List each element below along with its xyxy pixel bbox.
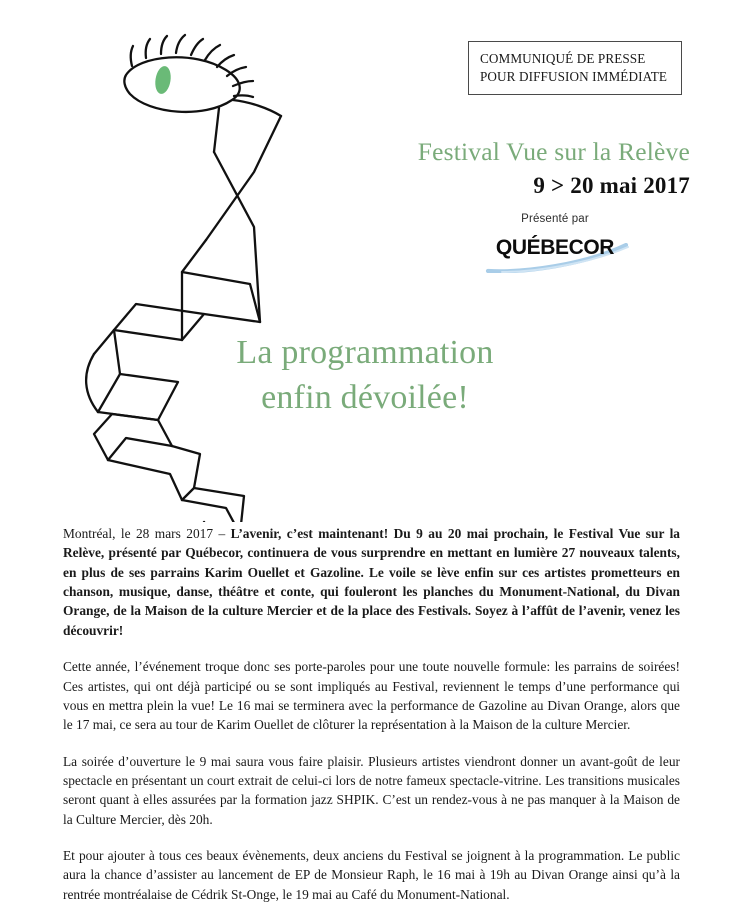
headline-line-2: enfin dévoilée! bbox=[261, 379, 469, 417]
paragraph-2: Cette année, l’événement troque donc ses porte-paroles pour une toute nouvelle formule: les parrains de soirées! Ces artistes, qui ont déjà participé ou se sont impliqués au Festival, reviennent le temps d’une performance qui vous en mettra plein la vue! Le 16 mai se terminera avec la performance de Gazoline au Divan Orange, alors que le 17 mai, ce sera au tour de Karim Ouellet de clôturer la représentation à la Maison de la culture Mercier. bbox=[63, 659, 680, 733]
dateline: Montréal, le 28 mars 2017 – bbox=[63, 526, 231, 541]
body-copy bbox=[63, 524, 680, 904]
festival-name: Festival Vue sur la Relève bbox=[417, 137, 690, 166]
sponsor-logo bbox=[420, 237, 690, 271]
paragraph-lead-text: L’avenir, c’est maintenant! Du 9 au 20 mai prochain, le Festival Vue sur la Relève, présenté par Québecor, continuera de vous surprendre en mettant en lumière 27 nouveaux talents, en plus de ses parrains Karim Ouellet et Gazoline. Le voile se lève enfin sur ces artistes prometteurs en chanson, musique, danse, théâtre et conte, qui fouleront les planches du Monument-National, du Divan Orange, de la Maison de la culture Mercier et de la place des Festivals. Soyez à l’affût de l’avenir, venez les découvrir! bbox=[63, 526, 681, 638]
paragraph-3: La soirée d’ouverture le 9 mai saura vous faire plaisir. Plusieurs artistes viendront donner un avant-goût de leur spectacle en présentant un court extrait de celui-ci lors de notre fameux spectacle-vitrine. Les transitions musicales seront quant à elles assurées par la formation jazz SHPIK. C’est un rendez-vous à ne pas manquer à la Maison de la Culture Mercier, dès 20h. bbox=[63, 753, 680, 827]
press-notice-line-1: COMMUNIQUÉ DE PRESSE bbox=[480, 51, 646, 66]
page-headline bbox=[170, 330, 560, 420]
iris-shape bbox=[153, 65, 172, 95]
festival-dates: 9 > 20 mai 2017 bbox=[533, 173, 690, 199]
presenter-block bbox=[420, 213, 690, 271]
sponsor-wordmark: QUÉBECOR bbox=[495, 236, 615, 259]
festival-title-block bbox=[300, 138, 690, 198]
press-notice-line-2: POUR DIFFUSION IMMÉDIATE bbox=[480, 68, 668, 84]
decorative-line-art-illustration bbox=[54, 22, 334, 522]
press-release-notice-box bbox=[468, 41, 682, 95]
paragraph-4: Et pour ajouter à tous ces beaux évènements, deux anciens du Festival se joignent à la programmation. Le public aura la chance d’assister au lancement de EP de Monsieur Raph, le 16 mai à 19h au Divan Orange ainsi qu’à la rentrée montréalaise de Cédrik St-Onge, le 19 mai au Café du Monument-National. bbox=[63, 848, 680, 902]
headline-line-1: La programmation bbox=[236, 334, 494, 371]
presented-by-label: Présenté par bbox=[521, 213, 589, 225]
eye-and-ribbon-artwork-svg bbox=[54, 22, 334, 522]
paragraph-lead bbox=[63, 524, 680, 640]
